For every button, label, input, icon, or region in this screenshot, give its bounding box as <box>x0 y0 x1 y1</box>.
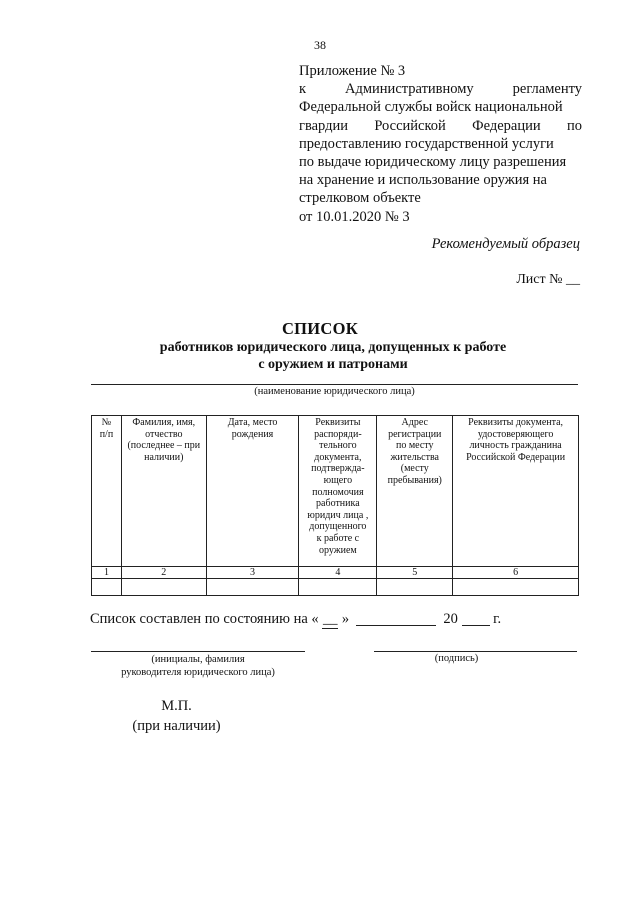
appendix-line-3: гвардии Российской Федерации по <box>299 117 582 134</box>
appendix-line-7: стрелковом объекте <box>299 190 421 207</box>
day-blank: __ <box>323 611 338 627</box>
column-number: 1 <box>92 567 122 579</box>
signature-line <box>374 651 577 652</box>
table-cell <box>206 579 299 596</box>
header-cell: № п/п <box>92 416 122 567</box>
column-number: 5 <box>377 567 453 579</box>
name-caption: (инициалы, фамилия руководителя юридического лица) <box>121 654 275 678</box>
column-number: 3 <box>206 567 299 579</box>
document-subtitle: работников юридического лица, допущенных к работе с оружием и патронами <box>159 340 507 372</box>
header-cell: Фамилия, имя, отчество (последнее – при наличии) <box>121 416 206 567</box>
org-name-line <box>91 384 578 385</box>
appendix-line-2: Федеральной службы войск национальной <box>299 99 563 116</box>
page-number: 38 <box>314 38 326 52</box>
table-cell <box>377 579 453 596</box>
compiled-date-line: Список составлен по состоянию на « __ » 20 г. <box>90 611 502 627</box>
appendix-line-1: к Административному регламенту <box>299 81 582 98</box>
header-cell: Адрес регистрации по месту жительства (месту пребывания) <box>377 416 453 567</box>
header-cell: Реквизиты распоряди- тельного документа, подтвержда- ющего полномочия работника юридич лица , допущенного к работе с оружием <box>299 416 377 567</box>
sheet-number-label: Лист № __ <box>516 272 580 287</box>
employee-table <box>91 415 579 596</box>
signature-caption: (подпись) <box>434 653 479 664</box>
table-cell <box>299 579 377 596</box>
header-cell: Реквизиты документа, удостоверяющего личность гражданина Российской Федерации <box>453 416 579 567</box>
table-row <box>92 579 579 596</box>
appendix-date: от 10.01.2020 № 3 <box>299 208 410 225</box>
year-blank <box>462 611 490 626</box>
table-cell <box>121 579 206 596</box>
name-line <box>91 651 305 652</box>
table-cell <box>453 579 579 596</box>
appendix-block <box>299 62 582 226</box>
table-header-row <box>92 416 579 567</box>
column-number: 6 <box>453 567 579 579</box>
appendix-line-5: по выдаче юридическому лицу разрешения <box>299 154 567 171</box>
month-blank <box>356 611 436 626</box>
column-number: 4 <box>299 567 377 579</box>
appendix-line-4: предоставлению государственной услуги <box>299 135 554 152</box>
org-name-caption: (наименование юридического лица) <box>254 386 415 397</box>
column-number: 2 <box>121 567 206 579</box>
appendix-line-6: на хранение и использование оружия на <box>299 172 547 189</box>
table-number-row <box>92 567 579 579</box>
stamp-placeholder: М.П. (при наличии) <box>132 698 221 734</box>
appendix-title: Приложение № 3 <box>299 63 406 79</box>
header-cell: Дата, место рождения <box>206 416 299 567</box>
table-cell <box>92 579 122 596</box>
recommended-sample-label: Рекомендуемый образец <box>431 236 580 252</box>
document-title: СПИСОК <box>281 319 359 338</box>
